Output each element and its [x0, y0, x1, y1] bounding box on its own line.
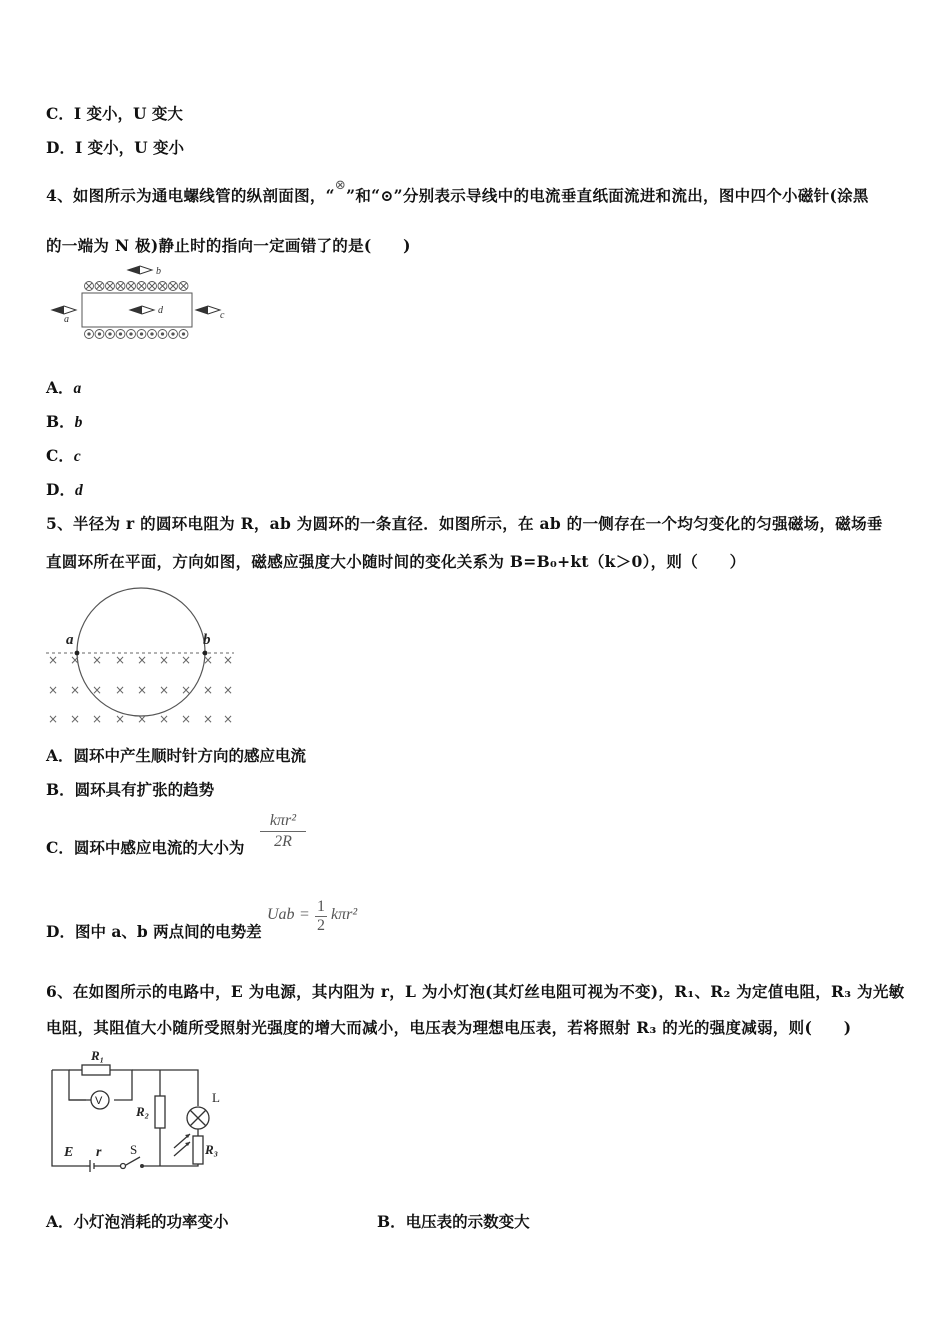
- current-in-cross: [170, 283, 176, 289]
- q4-stem-part2: ”和“⊙”分别表示导线中的电流垂直纸面流进和流出，图中四个小磁针(涂黑: [346, 186, 869, 205]
- field-cross-mark: ×: [115, 712, 126, 726]
- field-cross-mark: ×: [48, 712, 59, 726]
- field-cross-mark: ×: [92, 712, 103, 726]
- q3-option-d: D．I 变小，U 变小: [46, 138, 185, 157]
- q4-option-d-value: d: [74, 482, 83, 499]
- field-cross-mark: ×: [203, 683, 214, 697]
- label-c: c: [220, 310, 225, 321]
- label-b: b: [156, 266, 161, 277]
- field-cross-mark: ×: [70, 712, 81, 726]
- q5-option-a: A．圆环中产生顺时针方向的感应电流: [46, 746, 307, 765]
- q5-option-d-lhs: Uab: [267, 906, 295, 923]
- resistor-r1: [82, 1065, 110, 1075]
- q4-option-a: [46, 376, 81, 398]
- q4-option-c-key: C．: [46, 446, 74, 465]
- q5-option-c: C．圆环中感应电流的大小为: [46, 838, 245, 857]
- magnetic-field-into-page: [48, 653, 233, 726]
- field-cross-mark: ×: [181, 653, 192, 667]
- q5-option-d-equals: =: [300, 906, 310, 923]
- q4-stem-line1: [46, 178, 869, 206]
- field-cross-mark: ×: [223, 712, 234, 726]
- field-cross-mark: ×: [159, 653, 170, 667]
- current-out-dot: [161, 333, 163, 335]
- label-s: S: [130, 1142, 138, 1157]
- q5-option-d-rhs: kπr²: [331, 906, 358, 923]
- label-r3: R₃: [205, 1142, 219, 1157]
- label-r1: R₁: [91, 1048, 105, 1063]
- needle-d: [130, 305, 164, 316]
- ring-field-figure: [44, 582, 236, 732]
- q6-option-b: B．电压表的示数变大: [377, 1212, 530, 1231]
- current-in-cross: [86, 283, 92, 289]
- q5-option-d-frac-num: 1: [317, 898, 325, 915]
- needle-b: [128, 266, 161, 277]
- q4-option-a-value: a: [73, 380, 82, 397]
- switch-lever: [126, 1157, 140, 1165]
- fraction-bar: [260, 831, 306, 832]
- resistor-r2: [155, 1096, 165, 1128]
- q6-option-a: A．小灯泡消耗的功率变小: [46, 1212, 229, 1231]
- current-in-cross: [149, 283, 155, 289]
- current-out-dot: [88, 333, 90, 335]
- label-r: r: [96, 1145, 102, 1160]
- label-a: a: [66, 632, 74, 648]
- current-out-dot: [130, 333, 132, 335]
- field-cross-mark: ×: [223, 683, 234, 697]
- field-cross-mark: ×: [203, 712, 214, 726]
- field-cross-mark: ×: [92, 683, 103, 697]
- field-cross-mark: ×: [48, 683, 59, 697]
- q5-option-d: D．图中 a、b 两点间的电势差: [46, 922, 262, 941]
- current-out-dot: [119, 333, 121, 335]
- label-lamp: L: [212, 1090, 220, 1105]
- field-cross-mark: ×: [115, 683, 126, 697]
- q3-option-c: C．I 变小，U 变大: [46, 104, 183, 123]
- needle-c: [196, 306, 225, 321]
- field-cross-mark: ×: [137, 683, 148, 697]
- field-cross-mark: ×: [70, 653, 81, 667]
- q4-option-c: [46, 444, 81, 466]
- q4-option-b: [46, 410, 82, 432]
- q5-option-d-fraction: [315, 898, 327, 935]
- q5-option-c-denominator: 2R: [274, 833, 292, 850]
- needle-a: [52, 306, 76, 325]
- q5-option-b: B．圆环具有扩张的趋势: [46, 780, 215, 799]
- q4-stem-part1: 4、如图所示为通电螺线管的纵剖面图，“: [46, 186, 335, 205]
- q6-stem-line2: 电阻，其阻值大小随所受照射光强度的增大而减小，电压表为理想电压表，若将照射 R₃ 的光的强度减弱，则( ): [46, 1018, 852, 1037]
- cross-symbol-icon: ⊗: [334, 178, 347, 193]
- field-cross-mark: ×: [70, 683, 81, 697]
- solenoid-figure: [44, 262, 230, 346]
- q4-option-d: [46, 478, 83, 500]
- resistor-r3: [193, 1136, 203, 1164]
- label-e: E: [64, 1145, 74, 1160]
- label-d: d: [158, 305, 163, 316]
- switch-contact: [121, 1164, 126, 1169]
- current-out-dot: [140, 333, 142, 335]
- solenoid-bottom-currents: [85, 330, 189, 339]
- field-cross-mark: ×: [159, 712, 170, 726]
- label-b: b: [203, 632, 211, 648]
- field-cross-mark: ×: [137, 712, 148, 726]
- label-r2: R₂: [136, 1104, 150, 1119]
- current-in-cross: [128, 283, 134, 289]
- field-cross-mark: ×: [92, 653, 103, 667]
- q5-option-c-numerator: kπr²: [269, 812, 297, 829]
- q5-stem-line1: 5、半径为 r 的圆环电阻为 R，ab 为圆环的一条直径．如图所示，在 ab 的一侧存在一个均匀变化的匀强磁场，磁场垂: [46, 514, 883, 533]
- field-cross-mark: ×: [48, 653, 59, 667]
- q6-stem-line1: 6、在如图所示的电路中，E 为电源，其内阻为 r，L 为小灯泡(其灯丝电阻可视为不变)，R₁、R₂ 为定值电阻，R₃ 为光敏: [46, 982, 905, 1001]
- q5-stem-line2: 直圆环所在平面，方向如图，磁感应强度大小随时间的变化关系为 B=B₀+kt（k＞0），则（ ）: [46, 552, 746, 571]
- current-in-cross: [181, 283, 187, 289]
- label-a: a: [64, 314, 69, 325]
- field-cross-mark: ×: [223, 653, 234, 667]
- field-cross-mark: ×: [137, 653, 148, 667]
- q5-option-c-formula: [260, 812, 306, 851]
- current-out-dot: [151, 333, 153, 335]
- current-out-dot: [109, 333, 111, 335]
- field-cross-mark: ×: [181, 683, 192, 697]
- current-out-dot: [172, 333, 174, 335]
- label-voltmeter: V: [95, 1095, 103, 1107]
- q4-option-b-value: b: [74, 414, 83, 431]
- q5-option-d-formula: [267, 898, 377, 942]
- current-out-dot: [182, 333, 184, 335]
- q4-option-a-key: A．: [46, 378, 74, 397]
- field-cross-mark: ×: [115, 653, 126, 667]
- field-cross-mark: ×: [159, 683, 170, 697]
- q4-stem-line2: 的一端为 N 极)静止时的指向一定画错了的是( ): [46, 236, 411, 255]
- current-in-cross: [118, 283, 124, 289]
- q4-option-c-value: c: [73, 448, 81, 465]
- current-out-dot: [98, 333, 100, 335]
- q4-option-b-key: B．: [46, 412, 75, 431]
- field-cross-mark: ×: [203, 653, 214, 667]
- circuit-figure: [44, 1044, 234, 1178]
- q5-option-d-frac-den: 2: [317, 917, 325, 934]
- current-in-cross: [139, 283, 145, 289]
- solenoid-top-currents: [85, 282, 189, 291]
- current-in-cross: [107, 283, 113, 289]
- current-in-cross: [97, 283, 103, 289]
- field-cross-mark: ×: [181, 712, 192, 726]
- current-in-cross: [160, 283, 166, 289]
- q4-option-d-key: D．: [46, 480, 75, 499]
